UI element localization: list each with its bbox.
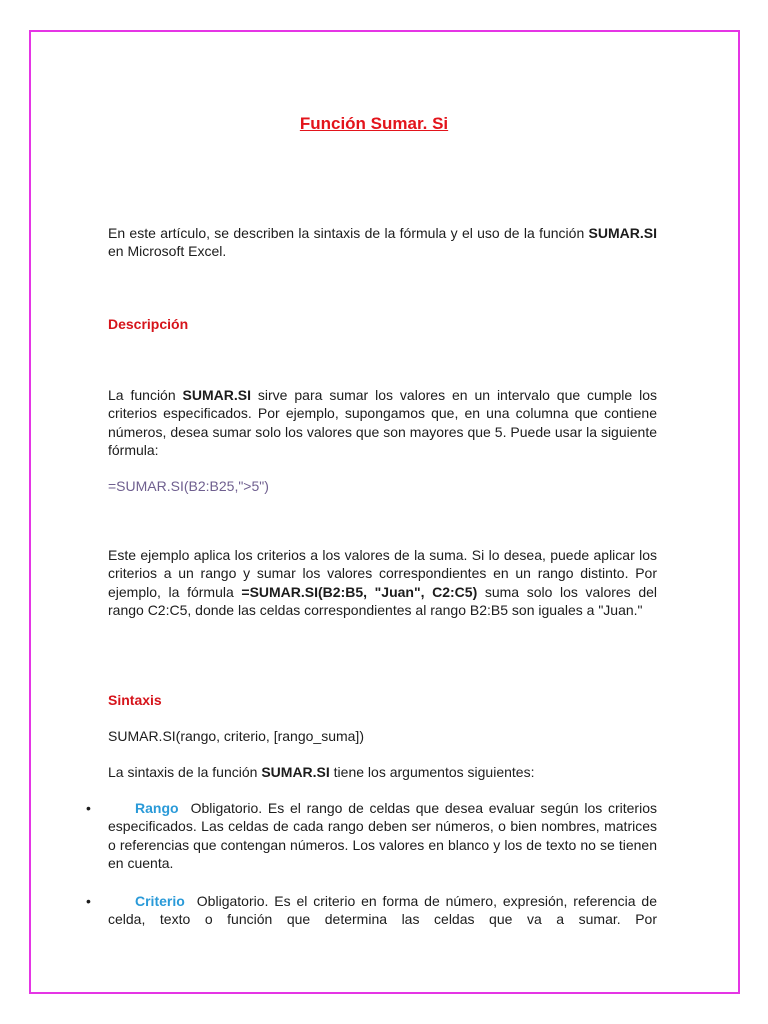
intro-text-end: en Microsoft Excel. (108, 243, 227, 260)
intro-text: En este artículo, se describen la sintaxis de la fórmula y el uso de la función (108, 225, 589, 241)
document-title: Función Sumar. Si (299, 114, 449, 133)
heading-descripcion: Descripción (108, 316, 189, 332)
description-text-end: sirve para sumar los valores en un intervalo que cumple los criterios especificados. Por ejemplo, supongamos que, en una columna que contiene números, desea sumar solo los valores que son mayores que 5. Puede usar la siguiente fórmula: (108, 387, 657, 459)
argument-item-rango (108, 799, 657, 873)
description-text: La función (108, 387, 183, 403)
argument-description: Obligatorio. Es el rango de celdas que desea evaluar según los criterios especificados. Las celdas de cada rango deben ser números, o bien nombres, matrices o referencias que contengan números. Los valores en blanco y los de texto no se tienen en cuenta. (108, 800, 657, 872)
intro-function-name: SUMAR.SI (588, 225, 657, 241)
example-formula: =SUMAR.SI(B2:B5, "Juan", C2:C5) (241, 583, 478, 600)
argument-item-criterio (108, 892, 657, 929)
example-paragraph (108, 546, 657, 620)
description-paragraph (108, 386, 657, 460)
arguments-intro (108, 763, 657, 781)
argument-term: Criterio (135, 893, 185, 909)
formula-example: =SUMAR.SI(B2:B25,">5") (108, 478, 269, 494)
heading-sintaxis: Sintaxis (108, 692, 162, 708)
intro-paragraph (108, 224, 657, 261)
description-function-name: SUMAR.SI (182, 387, 251, 403)
arguments-intro-function-name: SUMAR.SI (261, 764, 330, 780)
argument-term: Rango (135, 800, 179, 816)
bullet-icon: • (86, 800, 91, 816)
example-text-end: suma solo los valores del rango C2:C5, donde las celdas correspondientes al rango B2:B5 son iguales a "Juan." (108, 583, 657, 619)
syntax-line: SUMAR.SI(rango, criterio, [rango_suma]) (108, 728, 364, 744)
bullet-icon: • (86, 893, 91, 909)
arguments-intro-text: La sintaxis de la función (108, 764, 262, 780)
example-text: Este ejemplo aplica los criterios a los valores de la suma. Si lo desea, puede aplicar los criterios a un rango y sumar los valores correspondientes en un rango distinto. Por ejemplo, la fórmula (108, 547, 657, 600)
arguments-intro-text-end: tiene los argumentos siguientes: (329, 764, 535, 780)
argument-description: Obligatorio. Es el criterio en forma de número, expresión, referencia de celda, texto o función que determina las celdas que va a sumar. Por (108, 893, 657, 928)
